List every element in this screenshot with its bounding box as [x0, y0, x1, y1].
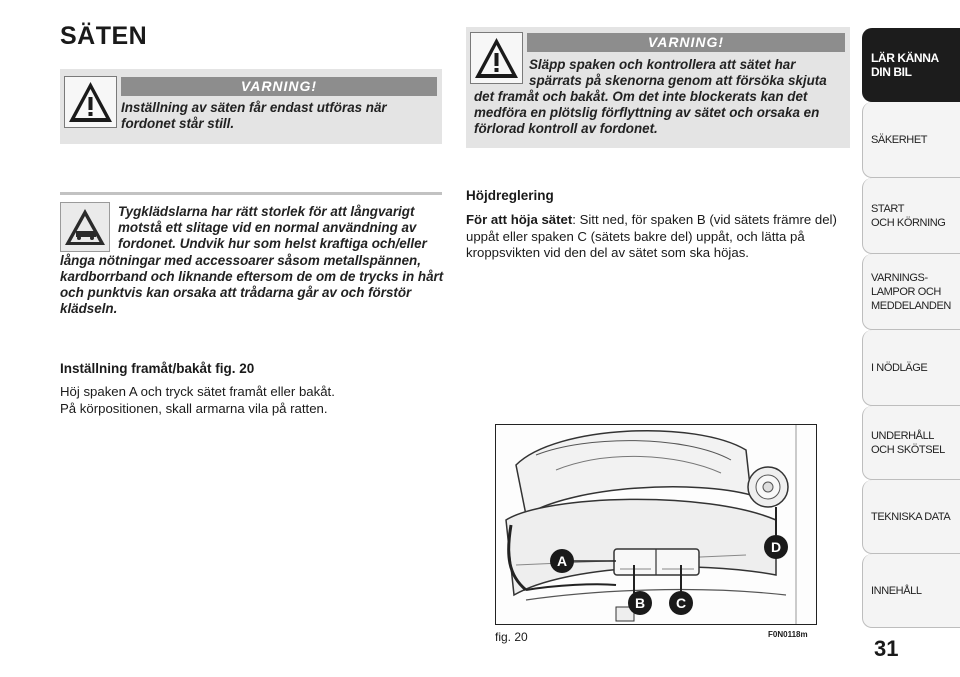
warning-triangle-icon [65, 77, 116, 127]
figure-caption: fig. 20 [495, 630, 528, 644]
height-heading: Höjdreglering [466, 188, 554, 203]
fore-aft-text: Höj spaken A och tryck sätet framåt eller bakåt. På körpositionen, skall armarna vila på ratten. [60, 384, 335, 416]
callout-b: B [628, 591, 652, 615]
note-text: Tygklädslarna har rätt storlek för att långvarigt motstå ett slitage vid en normal användning av fordonet. Undvik hur som helst kraftiga och/eller långa nötningar med accessoarer såsom metallspännen, kardborrband och liknande eftersom de om de trycks in hårt och punktvis kan orsaka att trådarna går av och förstör klädseln. [60, 204, 444, 317]
warning-label: VARNING! [121, 77, 437, 96]
callout-a: A [550, 549, 574, 573]
tab-lar-kanna-din-bil[interactable]: LÄR KÄNNA DIN BIL [862, 28, 960, 102]
warning-box-seat-adjust [60, 69, 442, 144]
page-title: SÄTEN [60, 22, 148, 50]
tab-start-och-korning[interactable]: START OCH KÖRNING [862, 178, 960, 254]
note-divider [60, 192, 442, 195]
height-text: För att höja sätet: Sitt ned, för spaken B (vid sätets främre del) uppåt eller spaken C (sätets bakre del) uppåt, och lätta på kroppsvikten vid den del av sätet som ska höjas. [466, 212, 837, 260]
figure-code: F0N0118m [768, 630, 808, 639]
tab-i-nodlage[interactable]: I NÖDLÄGE [862, 330, 960, 406]
tab-sakerhet[interactable]: SÄKERHET [862, 102, 960, 178]
warning-label: VARNING! [527, 33, 845, 52]
seat-figure [495, 424, 817, 625]
page-number: 31 [874, 636, 899, 661]
fore-aft-heading: Inställning framåt/bakåt fig. 20 [60, 361, 255, 376]
tab-innehall[interactable]: INNEHÅLL [862, 554, 960, 628]
warning-icon-frame [64, 76, 117, 128]
seat-illustration [496, 425, 816, 624]
tab-tekniska-data[interactable]: TEKNISKA DATA [862, 480, 960, 554]
tab-varningslampor[interactable]: VARNINGS- LAMPOR OCH MEDDELANDEN [862, 254, 960, 330]
warning-text: Släpp spaken och kontrollera att sätet har spärrats på skenorna genom att försöka skjuta det framåt och bakåt. Om det inte blockerats kan det medföra en plötslig förflyttning av sätet och orsaka en förlorad kontroll av fordonet. [474, 57, 827, 136]
callout-c: C [669, 591, 693, 615]
callout-d: D [764, 535, 788, 559]
tab-underhall-och-skotsel[interactable]: UNDERHÅLL OCH SKÖTSEL [862, 406, 960, 480]
warning-text: Inställning av säten får endast utföras när fordonet står still. [121, 100, 387, 131]
warning-box-lock-check [466, 27, 850, 148]
